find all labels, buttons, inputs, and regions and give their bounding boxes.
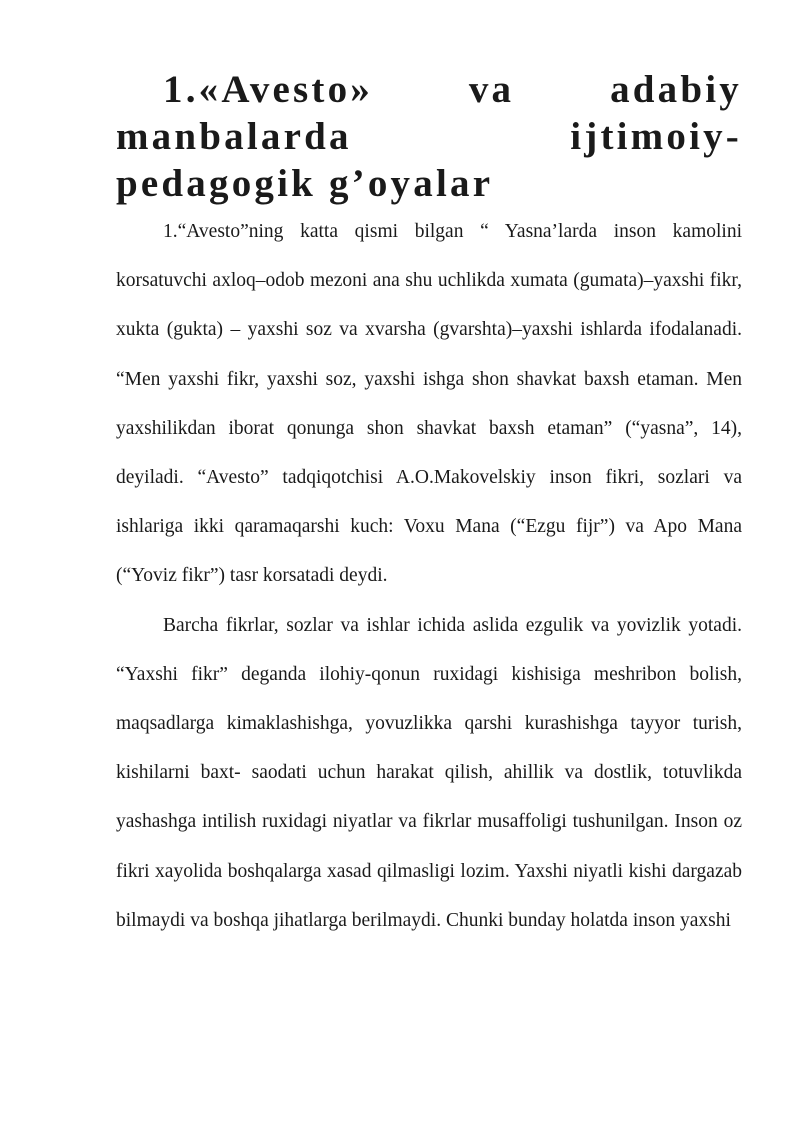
heading-line-2: pedagogik g’oyalar: [116, 162, 494, 205]
paragraph-2: Barcha fikrlar, sozlar va ishlar ichida aslida ezgulik va yovizlik yotadi. “Yaxshi fikr” deganda ilohiy-qonun ruxidagi kishisiga meshribon bolish, maqsadlarga kimaklashishga, yovuzlikka qarshi kurashishga tayyor turish, kishilarni baxt- saodati uchun harakat qilish, ahillik va dostlik, totuvlikda yashashga intilish ruxidagi niyatlar va fikrlar musaffoligi tushunilgan. Inson oz fikri xayolida boshqalarga xasad qilmasligi lozim. Yaxshi niyatli kishi dargazab bilmaydi va boshqa jihatlarga berilmaydi. Chunki bunday holatda inson yaxshi: [116, 614, 742, 931]
paragraph-1: 1.“Avesto”ning katta qismi bilgan “ Yasna’larda inson kamolini korsatuvchi axloq–odob mezoni ana shu uchlikda xumata (gumata)–yaxshi fikr, xukta (gukta) – yaxshi soz va xvarsha (gvarshta)–yaxshi ishlarda ifodalanadi. “Men yaxshi fikr, yaxshi soz, yaxshi ishga shon shavkat baxsh etaman. Men yaxshilikdan iborat qonunga shon shavkat baxsh etaman” (“yasna”, 14), deyiladi. “Avesto” tadqiqotchisi A.O.Makovelskiy inson fikri, sozlari va ishlariga ikki qaramaqarshi kuch: Voxu Mana (“Ezgu fijr”) va Apo Mana (“Yoviz fikr”) tasr korsatadi deydi.: [116, 221, 742, 587]
heading-line-1: 1.«Avesto» va adabiy manbalarda ijtimoiy-: [116, 68, 742, 158]
document-page: [116, 66, 742, 945]
section-heading: [116, 66, 742, 207]
